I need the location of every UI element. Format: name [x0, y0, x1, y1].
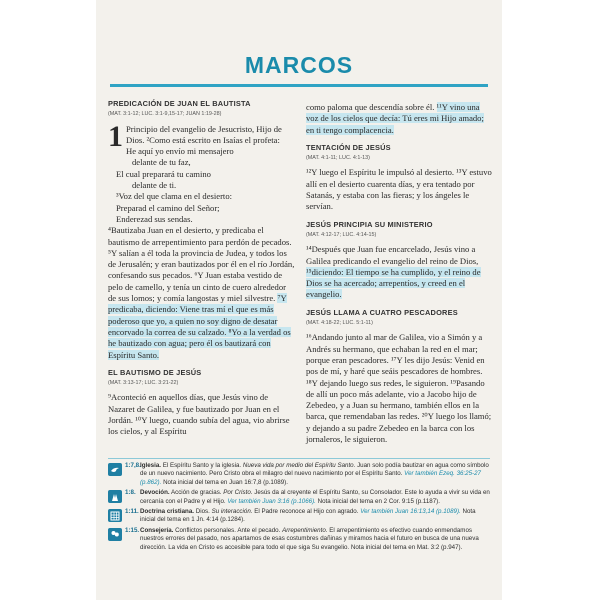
- note-text: Nota inicial del tema en Juan 16:7,8 (p.1089).: [163, 478, 288, 486]
- note-text: Su interacción.: [211, 508, 253, 516]
- notes-divider: [108, 458, 490, 459]
- note-text: Por Cristo.: [223, 489, 253, 497]
- verse-paragraph: [306, 244, 493, 300]
- study-note: [108, 527, 492, 552]
- note-ref: 1:7,8.: [125, 462, 141, 469]
- highlighted-verse: ¹¹Y vino una voz de los cielos que decía: Tú eres mi Hijo amado; en ti tengo complacencia.: [306, 102, 484, 135]
- section-heading: PREDICACIÓN DE JUAN EL BAUTISTA: [108, 99, 251, 108]
- see-also-link[interactable]: Ver también Juan 16:13,14 (p.1089).: [360, 508, 461, 516]
- note-text: El arrepentimiento es efectivo cuando enmendamos nuestros errores del pasado, nos apartamos de esas costumbres dañinas y miramos hacia el futuro en busca de una nueva dirección. La vida en Cristo es accesible para todo el que siga Su evangelio.: [140, 526, 479, 551]
- bible-page: [96, 0, 502, 600]
- study-note: [108, 462, 492, 487]
- note-text: Nueva vida por medio del Espíritu Santo.: [242, 462, 356, 469]
- note-text: Nota inicial del tema en Mat. 3:2 (p.947).: [350, 543, 463, 551]
- study-notes: [108, 462, 492, 554]
- note-text: El Espíritu Santo y la iglesia.: [162, 462, 242, 469]
- note-text: Nota inicial del tema en 1 Jn. 4:14 (p.1284).: [140, 508, 476, 524]
- note-text: Acción de gracias.: [170, 489, 222, 497]
- quote-line: ³Voz del que clama en el desierto:: [116, 191, 233, 202]
- note-label: Doctrina cristiana.: [140, 508, 194, 516]
- quote-line: delante de ti.: [132, 180, 177, 191]
- see-also-link[interactable]: Ver también Ezeq. 36:25-27 (p.862).: [140, 470, 481, 486]
- cross-reference: (MAT. 4:1-11; LUC. 4:1-13): [306, 155, 370, 162]
- verse-text: ¹⁴Después que Juan fue encarcelado, Jesús vino a Galilea predicando el evangelio del reino de Dios,: [306, 244, 479, 266]
- verse-text: ⁴Bautizaba Juan en el desierto, y predicaba el bautismo de arrepentimiento para perdón de pecados. ⁵Y salían a él toda la provincia de Judea, y todos los de Jerusalén; y eran bautizados por él en el río Jordán, confesando sus pecados. ⁶Y Juan estaba vestido de pelo de camello, y tenía un cinto de cuero alrededor de sus lomos; y comía langostas y miel silvestre.: [108, 225, 295, 304]
- note-text: Juan solo podía bautizar en agua como símbolo de un nuevo nacimiento. Pero Cristo obra el milagro del nuevo nacimiento por el Espíritu Santo.: [140, 462, 489, 478]
- study-note: [108, 489, 492, 506]
- highlighted-verse: ⁷Y predicaba, diciendo: Viene tras mí el que es más poderoso que yo, a quien no soy digno de desatar encorvado la correa de su calzado. ⁸Yo a la verdad os he bautizado con agua; pero él os bautizará con Espíritu Santo.: [108, 293, 291, 360]
- see-also-link[interactable]: Ver también Juan 3:16 (p.1066).: [227, 497, 316, 505]
- quote-line: delante de tu faz,: [132, 157, 191, 168]
- highlighted-verse: ¹⁵diciendo: El tiempo se ha cumplido, y el reino de Dios se ha acercado; arrepentíos, y creed en el evangelio.: [306, 266, 481, 300]
- doctrine-icon: [108, 509, 122, 522]
- note-text: El Padre reconoce al Hijo con agrado.: [254, 508, 359, 516]
- quote-line: He aquí yo envío mi mensajero: [126, 146, 234, 157]
- verse-text: Principio del evangelio de Jesucristo, Hijo de Dios. ²Como está escrito en Isaías el profeta:: [126, 123, 282, 145]
- note-text: Nota inicial del tema en 2 Cor. 9:15 (p.1187).: [317, 497, 440, 505]
- right-column: [306, 102, 493, 445]
- cross-reference: (MAT. 4:18-22; LUC. 5:1-11): [306, 320, 373, 327]
- verse-paragraph: [306, 102, 493, 136]
- left-column: [108, 98, 295, 438]
- dove-icon: [108, 463, 122, 476]
- verse-paragraph: [108, 225, 295, 361]
- title-rule: [110, 84, 488, 87]
- note-ref: 1:11.: [125, 508, 139, 516]
- verse-text: como paloma que descendía sobre él.: [306, 102, 435, 112]
- quote-line: El cual preparará tu camino: [116, 168, 211, 179]
- book-title: MARCOS: [244, 52, 354, 78]
- note-text: Dios.: [195, 508, 210, 516]
- section-heading: JESÚS LLAMA A CUATRO PESCADORES: [306, 307, 458, 317]
- verse-paragraph: ⁹Aconteció en aquellos días, que Jesús vino de Nazaret de Galilea, y fue bautizado por Juan en el Jordán. ¹⁰Y luego, cuando subía del agua, vio abrirse los cielos, y al Espíritu: [108, 392, 290, 437]
- note-label: Iglesia.: [140, 462, 161, 469]
- note-text: Arrepentimiento.: [282, 526, 328, 534]
- cross-reference: (MAT. 3:13-17; LUC. 3:21-22): [108, 380, 179, 387]
- note-ref: 1:8.: [125, 489, 136, 497]
- section-heading: JESÚS PRINCIPIA SU MINISTERIO: [306, 219, 433, 229]
- note-text: Conflictos personales. Ante el pecado.: [175, 526, 281, 534]
- hands-icon: [108, 490, 122, 503]
- note-text: Jesús da al creyente el Espíritu Santo, su Consolador. Este lo ayuda a vivir su vida en cercanía con el Padre y el Hijo.: [140, 489, 490, 505]
- note-label: Consejería.: [140, 526, 174, 534]
- study-note: [108, 508, 492, 525]
- note-ref: 1:15.: [125, 526, 140, 534]
- section-heading: TENTACIÓN DE JESÚS: [306, 142, 391, 152]
- quote-line: Preparad el camino del Señor;: [116, 202, 220, 213]
- counsel-icon: [108, 528, 122, 541]
- section-heading: EL BAUTISMO DE JESÚS: [108, 367, 202, 377]
- quote-line: Enderezad sus sendas.: [116, 213, 193, 224]
- cross-reference: (MAT. 3:1-12; LUC. 3:1-9,15-17; JUAN 1:19-28): [108, 111, 222, 118]
- chapter-number: 1: [108, 119, 123, 153]
- verse-paragraph: ¹²Y luego el Espíritu le impulsó al desierto. ¹³Y estuvo allí en el desierto cuarenta días, y era tentado por Satanás, y estaba con las fieras; y los ángeles le servían.: [306, 167, 492, 212]
- verse-paragraph: ¹⁶Andando junto al mar de Galilea, vio a Simón y a Andrés su hermano, que echaban la red en el mar; porque eran pescadores. ¹⁷Y les dijo Jesús: Venid en pos de mí, y haré que seáis pescadores de hombres. ¹⁸Y dejando luego sus redes, le siguieron. ¹⁹Pasando de allí un poco más adelante, vio a Jacobo hijo de Zebedeo, y a Juan su hermano, también ellos en la barca, que remendaban las redes. ²⁰Y luego los llamó; y dejando a su padre Zebedeo en la barca con los jornaleros, le siguieron.: [306, 332, 492, 445]
- cross-reference: (MAT. 4:12-17; LUC. 4:14-15): [306, 231, 377, 238]
- note-label: Devoción.: [140, 489, 170, 497]
